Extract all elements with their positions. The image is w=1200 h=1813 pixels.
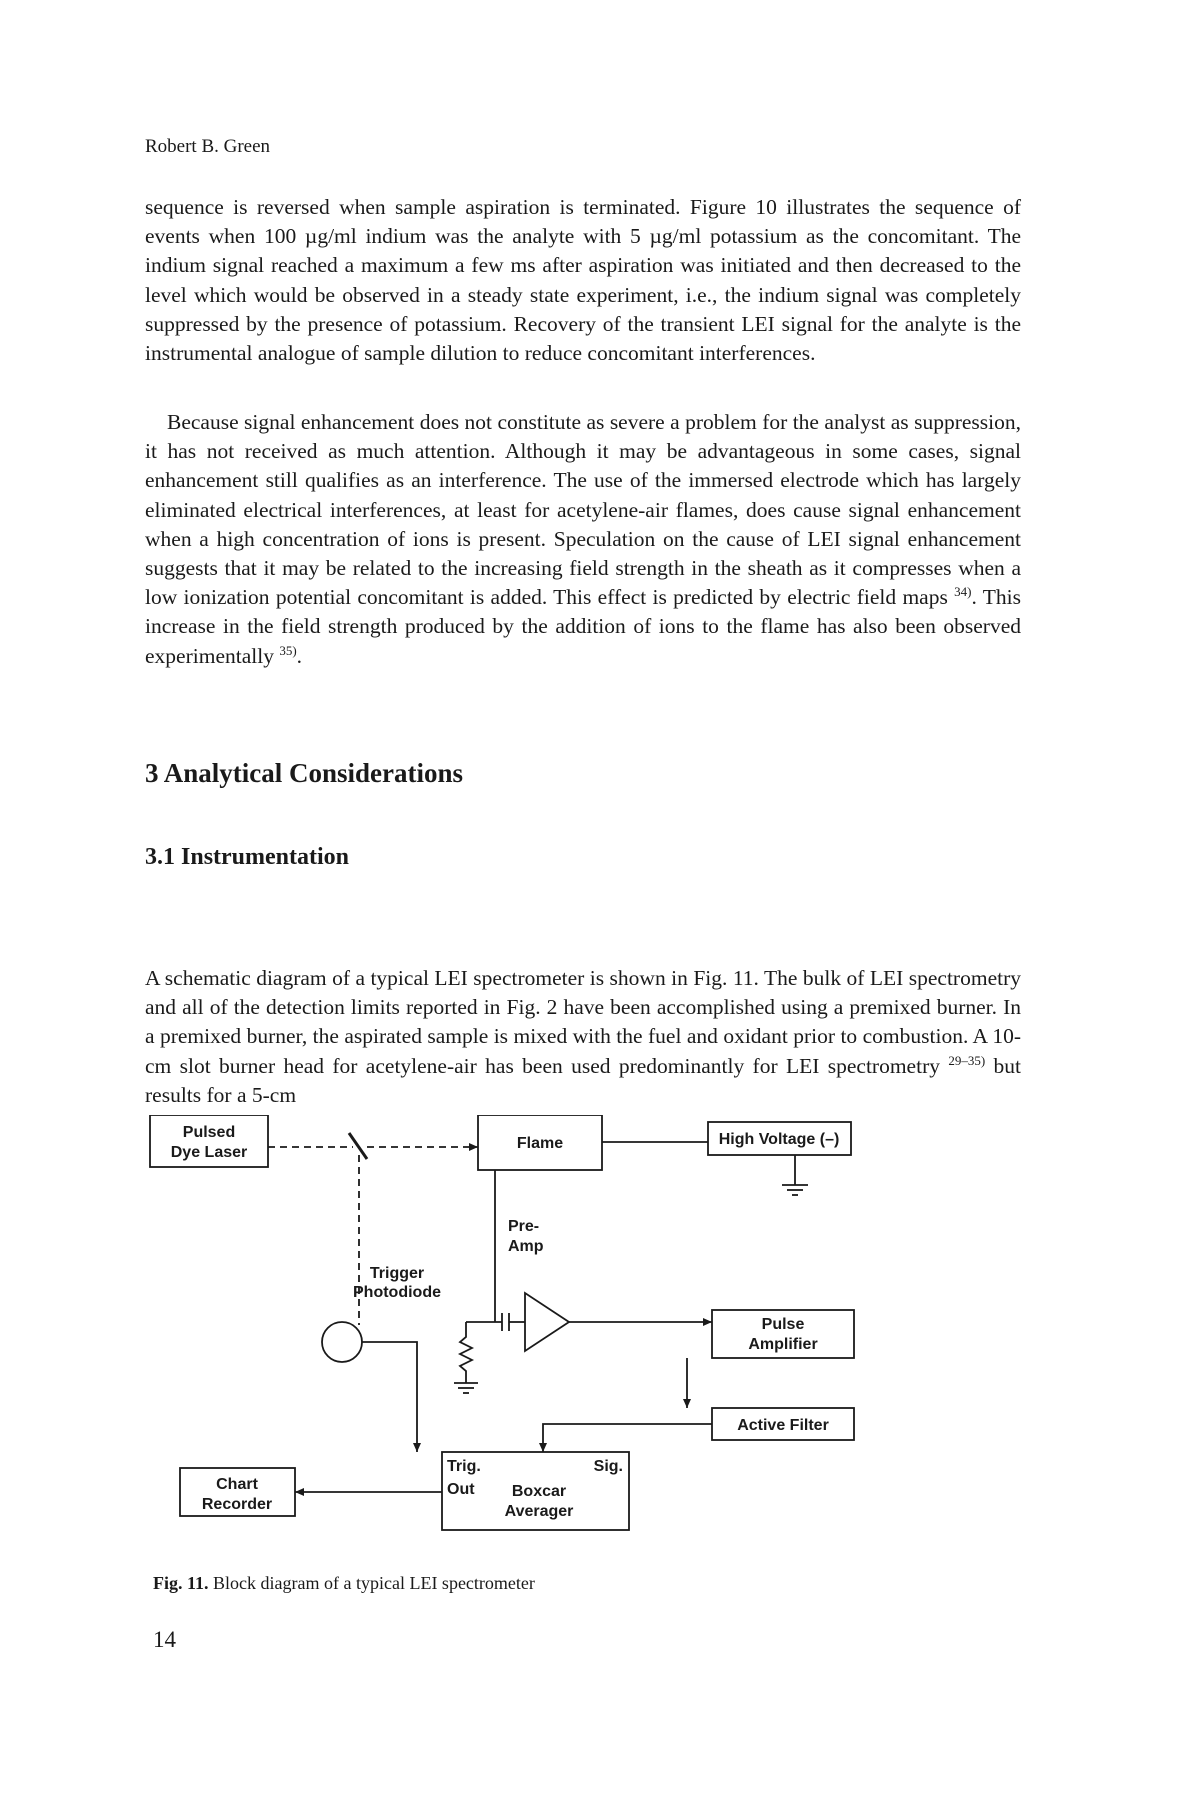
subsection-heading: 3.1 Instrumentation [145, 844, 350, 870]
reference-29-35: 29–35) [948, 1052, 986, 1068]
arrow-into-recorder [295, 1488, 304, 1496]
pulse-amp-label-1: Pulse [761, 1316, 805, 1333]
trig-label: Trig. [447, 1458, 481, 1475]
arrow-into-boxcar-sig [539, 1443, 547, 1452]
sig-label: Sig. [593, 1458, 623, 1475]
paragraph-2-text-cont: This increase in the field strength produced by the addition of ions to the flame has also been observed experimentally [145, 585, 1021, 668]
laser-label-2: Dye Laser [170, 1144, 248, 1161]
reference-35: 35) [279, 642, 297, 658]
resistor [460, 1322, 472, 1383]
paragraph-3-text: A schematic diagram of a typical LEI spectrometer is shown in Fig. 11. The bulk of LEI spectrometry and all of the detection limits reported in Fig. 2 have been accomplished using a premixed burner. In a premixed burner, the aspirated sample is mixed with the fuel and oxidant prior to combustion. A 10-cm slot burner head for acetylene-air has been used predominantly for LEI spectrometry [145, 966, 1021, 1078]
boxcar-label-2: Averager [504, 1503, 574, 1520]
block-diagram [145, 1115, 905, 1555]
section-heading: 3 Analytical Considerations [145, 758, 464, 788]
photodiode-circle [322, 1322, 362, 1362]
page-number: 14 [153, 1627, 176, 1652]
arrow-into-flame [469, 1143, 478, 1151]
filter-label: Active Filter [737, 1417, 829, 1434]
recorder-label-1: Chart [216, 1476, 258, 1493]
boxcar-label-1: Boxcar [511, 1483, 567, 1500]
figure-caption-text: Block diagram of a typical LEI spectrometer [213, 1573, 535, 1593]
flame-label: Flame [516, 1135, 564, 1152]
figure-caption [153, 1573, 535, 1594]
laser-label-1: Pulsed [182, 1124, 236, 1141]
paragraph-3-tail: but results for a 5-cm [145, 1053, 1021, 1107]
arrow-into-pulse-amp [703, 1318, 712, 1326]
out-label: Out [447, 1481, 475, 1498]
arrow-into-filter [683, 1399, 691, 1408]
photodiode-label-2: Photodiode [353, 1284, 441, 1301]
reference-34: 34) [954, 584, 972, 600]
photodiode-label-1: Trigger [369, 1265, 425, 1282]
paragraph-3 [145, 964, 1021, 1110]
preamp-label-2: Amp [508, 1238, 544, 1255]
arrow-into-boxcar-trig [413, 1443, 421, 1452]
recorder-label-2: Recorder [201, 1496, 273, 1513]
paragraph-2-text: Because signal enhancement does not constitute as severe a problem for the analyst as suppression, it has not received as much attention. Although it may be advantageous in some cases, signal enhancement still qualifies as an interference. The use of the immersed electrode which has largely eliminated electrical interferences, at least for acetylene-air flames, does cause signal enhancement when a high concentration of ions is present. Speculation on the cause of LEI signal enhancement suggests that it may be related to the increasing field strength in the sheath as it compresses when a low ionization potential concomitant is added. This effect is predicted by electric field maps [145, 410, 1021, 610]
preamp-label-1: Pre- [508, 1218, 540, 1235]
pulse-amp-label-2: Amplifier [748, 1336, 818, 1353]
beam-splitter [349, 1133, 367, 1159]
preamp-triangle [525, 1293, 569, 1351]
figure-label: Fig. 11. [153, 1573, 209, 1593]
paragraph-2: Because signal enhancement does not constitute as severe a problem for the analyst as suppression, it has not received as much attention. Although it may be advantageous in some cases, signal enhancement still qualifies as an interference. The use of the immersed electrode which has largely eliminated electrical interferences, at least for acetylene-air flames, does cause signal enhancement when a high concentration of ions is present. Speculation on the cause of LEI signal enhancement suggests that it may be related to the increasing field strength in the sheath as it compresses when a low ionization potential concomitant is added. This effect is predicted by electric field maps $^{34)}$. This increase in the field strength produced by the addition of ions to the flame has also been observed experimentally $^{35)}$. [145, 410, 1021, 668]
trigger-wire [362, 1342, 417, 1452]
hv-label: High Voltage (–) [718, 1131, 840, 1148]
running-head: Robert B. Green [145, 136, 271, 157]
filter-to-boxcar-wire [543, 1424, 712, 1452]
paragraph-1: sequence is reversed when sample aspiration is terminated. Figure 10 illustrates the sequence of events when 100 µg/ml indium was the analyte with 5 µg/ml potassium as the concomitant. The indium signal reached a maximum a few ms after aspiration was initiated and then decreased to the level which would be observed in a steady state experiment, i.e., the indium signal was completely suppressed by the presence of potassium. Recovery of the transient LEI signal for the analyte is the instrumental analogue of sample dilution to reduce concomitant interferences. [145, 195, 1021, 366]
